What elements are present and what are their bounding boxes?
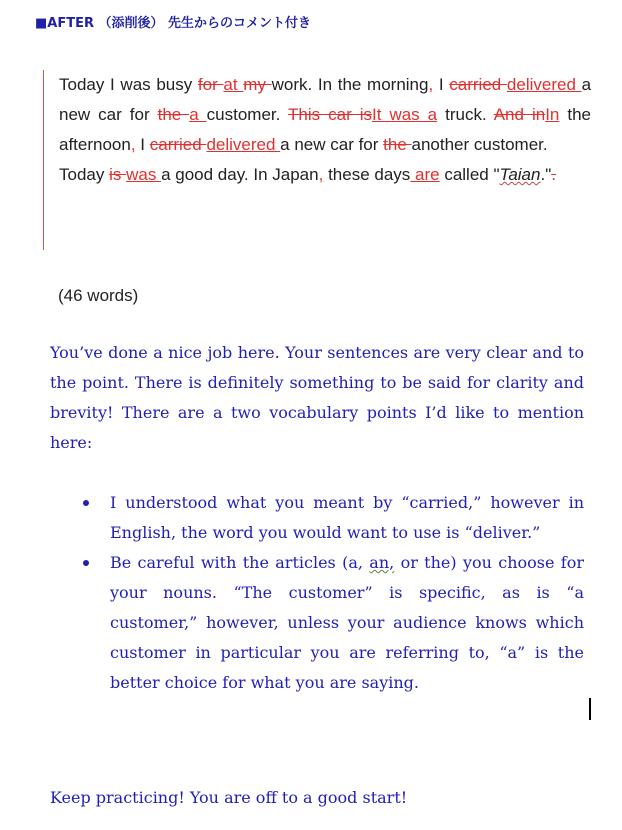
essay-text-segment: a new car for <box>280 135 384 154</box>
inserted-text: It was a <box>372 105 438 124</box>
deleted-text: This car is <box>288 105 373 124</box>
inserted-text: a <box>189 105 207 124</box>
italic-term: Taian <box>499 165 541 184</box>
teacher-comment-paragraph: You’ve done a nice job here. Your sentences are very clear and to the point. There is definitely something to be said for clarity and brevity! There are a two vocabulary points I’d like to mention here: <box>50 343 584 452</box>
teacher-comment-bullets <box>50 488 584 698</box>
essay-text-segment: work. In the morning <box>271 75 429 94</box>
inserted-text: are <box>410 165 440 184</box>
essay-text <box>59 70 591 190</box>
inserted-text: delivered <box>506 75 582 94</box>
deleted-text: the <box>157 105 190 124</box>
essay-text-segment: a good day. In Japan <box>161 165 319 184</box>
inserted-text: delivered <box>206 135 281 154</box>
bullet-icon <box>83 500 89 506</box>
deleted-text: my <box>243 75 272 94</box>
list-item <box>50 548 584 698</box>
essay-text-segment: another customer. <box>411 135 548 154</box>
list-item <box>50 488 584 548</box>
essay-text-segment: truck. <box>437 105 494 124</box>
essay-text-segment: a new car for <box>59 75 592 124</box>
essay-text-segment: Today I was busy <box>59 75 198 94</box>
essay-text-segment: these days <box>323 165 411 184</box>
spellcheck-flagged-text: an, <box>369 553 395 572</box>
essay-text-segment: I <box>135 135 150 154</box>
text-cursor <box>589 698 591 720</box>
inserted-text: at <box>223 75 244 94</box>
deleted-text: And in <box>493 105 546 124</box>
inserted-text: In <box>545 105 560 124</box>
essay-text-segment: customer. <box>206 105 289 124</box>
inserted-text: , <box>428 75 434 94</box>
word-count: (46 words) <box>58 286 139 305</box>
section-title: ■AFTER （添削後） 先生からのコメント付き <box>35 16 312 31</box>
bullet-text: I understood what you meant by “carried,” however in English, the word you would want to use is “deliver.” <box>110 493 584 542</box>
inserted-text: , <box>130 135 136 154</box>
essay-text-segment: I <box>433 75 450 94</box>
deleted-text: carried <box>449 75 507 94</box>
closing-remark: Keep practicing! You are off to a good start! <box>50 788 408 807</box>
bullet-text: Be careful with the articles (a, <box>110 553 370 572</box>
deleted-text: the <box>383 135 412 154</box>
essay-text-segment: ." <box>540 165 552 184</box>
essay-text-segment: the afternoon <box>59 105 591 154</box>
corrected-essay <box>43 70 594 250</box>
deleted-text: carried <box>149 135 207 154</box>
deleted-text: is <box>109 165 127 184</box>
essay-text-segment: called " <box>439 165 500 184</box>
inserted-text: , <box>318 165 324 184</box>
deleted-text: . <box>551 165 556 184</box>
bullet-text: or the) you choose for your nouns. “The customer” is specific, as is “a customer,” however, unless your audience knows which customer in particular you are referring to, “a” is the better choice for what you are saying. <box>110 553 585 692</box>
essay-text-segment: Today <box>59 165 110 184</box>
deleted-text: for <box>197 75 224 94</box>
bullet-icon <box>83 560 89 566</box>
inserted-text: was <box>126 165 162 184</box>
